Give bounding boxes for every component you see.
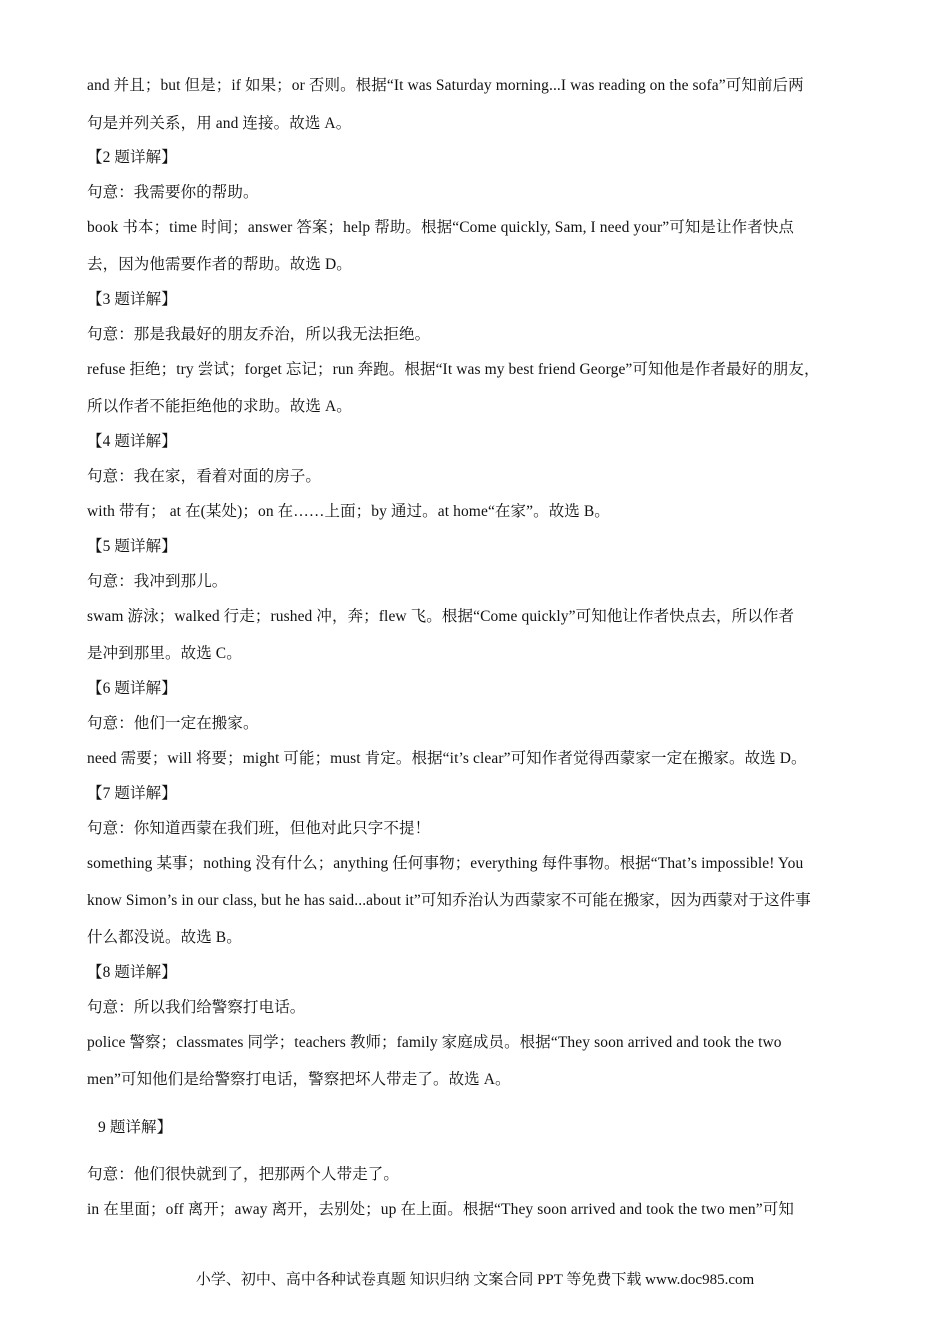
- text-line: 句是并列关系，用 and 连接。故选 A。: [87, 115, 352, 132]
- text-line: something 某事；nothing 没有什么；anything 任何事物；everything 每件事物。根据“That’s impossible! You: [87, 855, 804, 872]
- text-line: and 并且；but 但是；if 如果；or 否则。根据“It was Saturday morning...I was reading on the sofa”可知前后两: [87, 77, 804, 94]
- text-line: 句意：他们一定在搬家。: [87, 715, 259, 732]
- text-line: 去，因为他需要作者的帮助。故选 D。: [87, 256, 352, 273]
- section-heading: 【7 题详解】: [87, 785, 177, 802]
- text-line: need 需要；will 将要；might 可能；must 肯定。根据“it’s clear”可知作者觉得西蒙家一定在搬家。故选 D。: [87, 750, 807, 767]
- section-heading: 【8 题详解】: [87, 964, 177, 981]
- text-line: book 书本；time 时间；answer 答案；help 帮助。根据“Come quickly, Sam, I need your”可知是让作者快点: [87, 219, 795, 236]
- text-line: 什么都没说。故选 B。: [87, 929, 242, 946]
- section-heading: 【5 题详解】: [87, 538, 177, 555]
- text-line: 句意：那是我最好的朋友乔治，所以我无法拒绝。: [87, 326, 431, 343]
- section-heading: 【3 题详解】: [87, 291, 177, 308]
- text-line: with 带有； at 在(某处)；on 在……上面；by 通过。at home“在家”。故选 B。: [87, 503, 610, 520]
- text-line: 是冲到那里。故选 C。: [87, 645, 242, 662]
- text-line: know Simon’s in our class, but he has said...about it”可知乔治认为西蒙家不可能在搬家，因为西蒙对于这件事: [87, 892, 811, 909]
- section-heading: 【2 题详解】: [87, 149, 177, 166]
- text-line: 所以作者不能拒绝他的求助。故选 A。: [87, 398, 352, 415]
- text-line: in 在里面；off 离开；away 离开，去别处；up 在上面。根据“They soon arrived and took the two men”可知: [87, 1201, 794, 1218]
- text-line: 句意：我在家，看着对面的房子。: [87, 468, 322, 485]
- text-line: men”可知他们是给警察打电话，警察把坏人带走了。故选 A。: [87, 1071, 511, 1088]
- text-line: 句意：我冲到那儿。: [87, 573, 228, 590]
- text-line: swam 游泳；walked 行走；rushed 冲，奔；flew 飞。根据“Come quickly”可知他让作者快点去，所以作者: [87, 608, 795, 625]
- section-heading: 【4 题详解】: [87, 433, 177, 450]
- text-line: 句意：我需要你的帮助。: [87, 184, 259, 201]
- text-line: refuse 拒绝；try 尝试；forget 忘记；run 奔跑。根据“It was my best friend George”可知他是作者最好的朋友，: [87, 361, 820, 378]
- text-line: 句意：所以我们给警察打电话。: [87, 999, 306, 1016]
- section-heading: 【6 题详解】: [87, 680, 177, 697]
- text-line: 句意：他们很快就到了，把那两个人带走了。: [87, 1166, 400, 1183]
- text-line: 句意：你知道西蒙在我们班，但他对此只字不提！: [87, 820, 431, 837]
- text-line: police 警察；classmates 同学；teachers 教师；family 家庭成员。根据“They soon arrived and took the two: [87, 1034, 782, 1051]
- section-heading: 9 题详解】: [98, 1119, 173, 1136]
- page-footer: 小学、初中、高中各种试卷真题 知识归纳 文案合同 PPT 等免费下载 www.doc985.com: [195, 1272, 755, 1288]
